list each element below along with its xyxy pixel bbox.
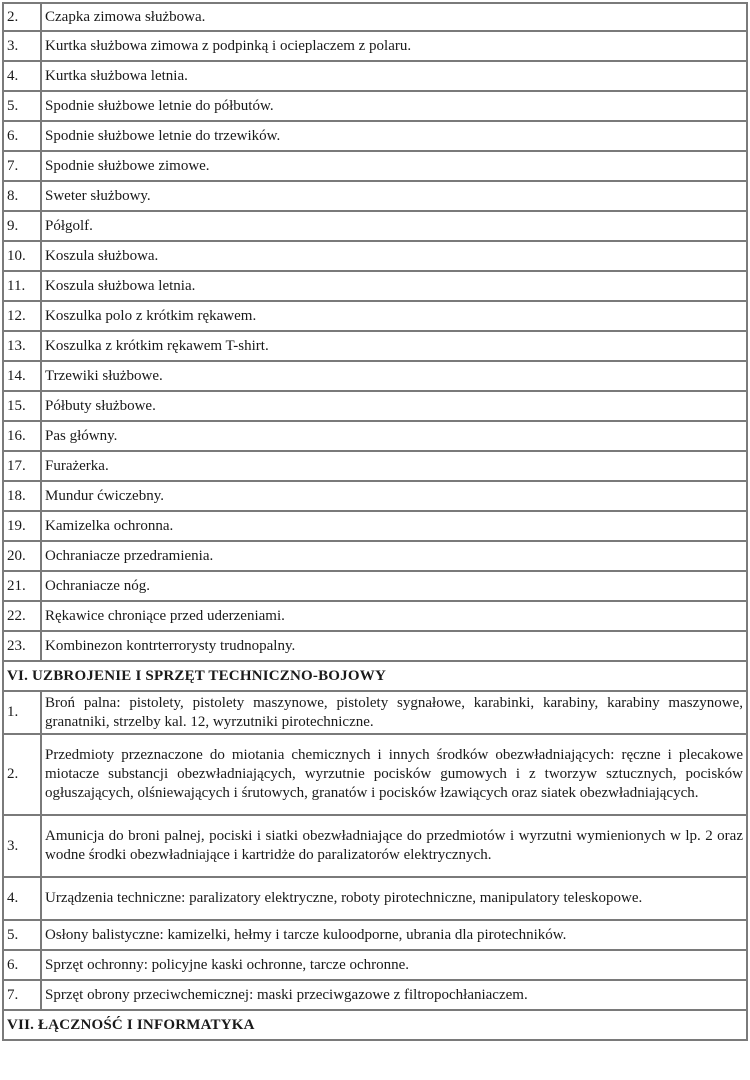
table-row xyxy=(2,2,748,30)
item-description: Sprzęt ochronny: policyjne kaski ochronne, tarcze ochronne. xyxy=(40,949,748,979)
item-number: 15. xyxy=(2,390,40,420)
item-number: 19. xyxy=(2,510,40,540)
section-heading: VI. UZBROJENIE I SPRZĘT TECHNICZNO-BOJOWY xyxy=(2,660,748,690)
item-name: Kamizelka ochronna. xyxy=(40,510,748,540)
table-row xyxy=(2,510,748,540)
item-name: Kurtka służbowa zimowa z podpinką i ocieplaczem z polaru. xyxy=(40,30,748,60)
table-row xyxy=(2,949,748,979)
item-name: Trzewiki służbowe. xyxy=(40,360,748,390)
item-number: 20. xyxy=(2,540,40,570)
item-number: 16. xyxy=(2,420,40,450)
table-row xyxy=(2,30,748,60)
item-number: 11. xyxy=(2,270,40,300)
item-name: Ochraniacze nóg. xyxy=(40,570,748,600)
item-number: 13. xyxy=(2,330,40,360)
item-number: 4. xyxy=(2,60,40,90)
item-number: 4. xyxy=(2,876,40,919)
item-description: Urządzenia techniczne: paralizatory elektryczne, roboty pirotechniczne, manipulatory teleskopowe. xyxy=(40,876,748,919)
item-name: Kombinezon kontrterrorysty trudnopalny. xyxy=(40,630,748,660)
table-row xyxy=(2,90,748,120)
item-number: 3. xyxy=(2,814,40,876)
table-row xyxy=(2,480,748,510)
table-row xyxy=(2,919,748,949)
item-name: Koszula służbowa letnia. xyxy=(40,270,748,300)
item-name: Sweter służbowy. xyxy=(40,180,748,210)
table-row xyxy=(2,979,748,1009)
item-number: 5. xyxy=(2,90,40,120)
item-name: Furażerka. xyxy=(40,450,748,480)
table-row xyxy=(2,540,748,570)
item-number: 17. xyxy=(2,450,40,480)
item-number: 12. xyxy=(2,300,40,330)
item-name: Spodnie służbowe letnie do trzewików. xyxy=(40,120,748,150)
item-number: 22. xyxy=(2,600,40,630)
section-header-row xyxy=(2,1009,748,1041)
item-number: 23. xyxy=(2,630,40,660)
table-row xyxy=(2,733,748,814)
table-row xyxy=(2,450,748,480)
item-name: Koszulka z krótkim rękawem T-shirt. xyxy=(40,330,748,360)
item-number: 2. xyxy=(2,2,40,30)
table-row xyxy=(2,630,748,660)
table-row xyxy=(2,814,748,876)
item-name: Koszula służbowa. xyxy=(40,240,748,270)
item-number: 1. xyxy=(2,690,40,733)
table-row xyxy=(2,600,748,630)
item-description: Broń palna: pistolety, pistolety maszynowe, pistolety sygnałowe, karabinki, karabiny, karabiny maszynowe, granatniki, strzelby kal. 12, wyrzutniki pirotechniczne. xyxy=(40,690,748,733)
table-row xyxy=(2,180,748,210)
item-description: Przedmioty przeznaczone do miotania chemicznych i innych środków obezwładniających: ręczne i plecakowe miotacze substancji obezwładniających, wyrzutnie pocisków gumowych i z tworzyw sztucznych, pocisków ogłuszających, olśniewających i śrutowych, granatów i pocisków łzawiących oraz siatek obezwładniających. xyxy=(40,733,748,814)
table-row xyxy=(2,330,748,360)
item-number: 6. xyxy=(2,120,40,150)
table-row xyxy=(2,210,748,240)
equipment-table xyxy=(2,2,748,1041)
item-number: 7. xyxy=(2,979,40,1009)
item-number: 18. xyxy=(2,480,40,510)
item-name: Czapka zimowa służbowa. xyxy=(40,2,748,30)
item-number: 9. xyxy=(2,210,40,240)
table-row xyxy=(2,120,748,150)
table-row xyxy=(2,300,748,330)
item-number: 5. xyxy=(2,919,40,949)
table-row xyxy=(2,150,748,180)
item-description: Osłony balistyczne: kamizelki, hełmy i tarcze kuloodporne, ubrania dla pirotechników. xyxy=(40,919,748,949)
item-number: 3. xyxy=(2,30,40,60)
item-name: Pas główny. xyxy=(40,420,748,450)
item-number: 14. xyxy=(2,360,40,390)
item-name: Spodnie służbowe letnie do półbutów. xyxy=(40,90,748,120)
item-name: Rękawice chroniące przed uderzeniami. xyxy=(40,600,748,630)
equipment-table-body xyxy=(2,2,748,1041)
section-header-row xyxy=(2,660,748,690)
table-row xyxy=(2,876,748,919)
table-row xyxy=(2,420,748,450)
item-number: 7. xyxy=(2,150,40,180)
table-row xyxy=(2,60,748,90)
table-row xyxy=(2,360,748,390)
item-name: Półbuty służbowe. xyxy=(40,390,748,420)
table-row xyxy=(2,270,748,300)
section-heading: VII. ŁĄCZNOŚĆ I INFORMATYKA xyxy=(2,1009,748,1041)
item-description: Sprzęt obrony przeciwchemicznej: maski przeciwgazowe z filtropochłaniaczem. xyxy=(40,979,748,1009)
item-name: Półgolf. xyxy=(40,210,748,240)
item-number: 21. xyxy=(2,570,40,600)
item-name: Spodnie służbowe zimowe. xyxy=(40,150,748,180)
item-number: 6. xyxy=(2,949,40,979)
item-number: 2. xyxy=(2,733,40,814)
item-number: 8. xyxy=(2,180,40,210)
item-name: Koszulka polo z krótkim rękawem. xyxy=(40,300,748,330)
table-row xyxy=(2,690,748,733)
item-name: Mundur ćwiczebny. xyxy=(40,480,748,510)
item-description: Amunicja do broni palnej, pociski i siatki obezwładniające do przedmiotów i wyrzutni wymienionych w lp. 2 oraz wodne środki obezwładniające i kartridże do paralizatorów elektrycznych. xyxy=(40,814,748,876)
item-name: Ochraniacze przedramienia. xyxy=(40,540,748,570)
item-name: Kurtka służbowa letnia. xyxy=(40,60,748,90)
table-row xyxy=(2,570,748,600)
item-number: 10. xyxy=(2,240,40,270)
table-row xyxy=(2,390,748,420)
table-row xyxy=(2,240,748,270)
